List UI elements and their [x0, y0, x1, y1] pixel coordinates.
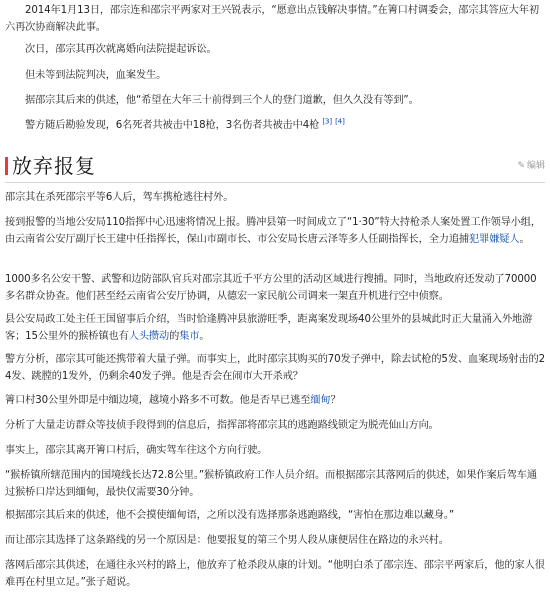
paragraph-text: 根据邵宗其后来的供述，他不会摸使缅甸语，之所以没有选择那条逃跑路线，“害怕在那边难以藏身。” [5, 510, 455, 521]
paragraph-text: 1000多名公安干警、武警和边防部队官兵对邵宗其近千平方公里的活动区域进行搜捕。同时，当地政府还发动了70000多名群众协查。他们甚至经云南省公安厅协调，从德宏一家民航公司调来一架直升机进行空中侦察。 [5, 274, 537, 302]
section-heading [5, 150, 545, 183]
paragraph-police-findings [5, 117, 545, 134]
paragraph-language [5, 507, 545, 524]
paragraph-text: 警方分析，邵宗其可能还携带着大量子弹。而事实上，此时邵宗其购买的70发子弹中，除去试枪的5发、血案现场射击的24发、跳膛的1发外，仍剩余40发子弹。他是否会在闹市大开杀戒？ [5, 354, 545, 382]
paragraph-text: 事实上，邵宗其离开箐口村后，确实驾车往这个方向行驶。 [5, 445, 268, 456]
paragraph-text: 县公安局政工处主任王国留事后介绍，当时恰逢腾冲县旅游旺季，距离案发现场40公里外的县城此时正大量涌入外地游客；15公里外的猴桥镇也有 [5, 314, 533, 342]
link-crowded[interactable]: 人头攒动 [128, 331, 170, 342]
paragraph-text: 而让邵宗其选择了这条路线的另一个原因是：他要报复的第三个男人段从康便居住在路边的永兴村。 [5, 535, 449, 546]
section-title: 放弃报复 [12, 154, 96, 178]
paragraph-text: 警方随后勘验发现，6名死者共被击中18枪，3名伤者共被击中4枪 [25, 120, 320, 131]
link-suspect[interactable]: 犯罪嫌疑人 [469, 234, 520, 245]
edit-section-button[interactable] [517, 160, 545, 172]
paragraph-abandon [5, 557, 545, 591]
paragraph-text: 。 [519, 234, 530, 245]
paragraph-text: 据邵宗其后来的供述，他“希望在大年三十前得到三个人的登门道歉，但久久没有等到”。 [25, 95, 419, 106]
paragraph-text: 2014年1月13日，邵宗连和邵宗平两家对王兴锐表示，“愿意出点钱解决事情。”在箐口村调委会，邵宗其答应大年初六再次协商解决此事。 [5, 5, 539, 33]
paragraph-escape [5, 189, 545, 206]
reference-link-4[interactable]: [4] [335, 117, 345, 126]
pencil-icon: ✎ [517, 161, 525, 171]
paragraph-border [5, 392, 545, 409]
paragraph-text: 邵宗其在杀死邵宗平等6人后，驾车携枪逃往村外。 [5, 192, 234, 203]
link-market[interactable]: 集市 [179, 331, 200, 342]
paragraph-ammunition [5, 351, 545, 385]
paragraph-analysis [5, 417, 545, 434]
paragraph-text: 但未等到法院判决，血案发生。 [25, 70, 167, 81]
paragraph-text: 箐口村30公里外即是中缅边境，越境小路多不可数。他是否早已逃至 [5, 395, 311, 406]
paragraph-text: 分析了大量走访群众等技侦手段得到的信息后，指挥部将邵宗其的逃跑路线锁定为脱壳仙山方向。 [5, 420, 439, 431]
paragraph-next-day [5, 41, 545, 58]
paragraph-text: “猴桥镇所辖范围内的国境线长达72.8公里。”猴桥镇政府工作人员介绍。而根据邵宗其落网后的供述，如果作案后驾车通过猴桥口岸达到缅甸，最快仅需要30分钟。 [5, 470, 537, 498]
paragraph-2014-0113 [5, 2, 545, 36]
paragraph-confession [5, 92, 545, 109]
paragraph-text: 落网后邵宗其供述，在通往永兴村的路上，他放弃了枪杀段从康的计划。“他明白杀了邵宗连、邵宗平两家后，他的家人很难再在村里立足。”张子超说。 [5, 560, 545, 588]
paragraph-houqiao [5, 467, 545, 501]
paragraph-tourism [5, 311, 545, 345]
paragraph-text: 接到报警的当地公安局110指挥中心迅速将情况上报。腾冲县第一时间成立了“1·30”特大持枪杀人案处置工作领导小组，由云南省公安厅副厅长王建中任指挥长，保山市副市长、市公安局长唐云泽等多人任副指挥长，全力追捕 [5, 217, 541, 245]
reference-link-3[interactable]: [3] [322, 117, 332, 126]
paragraph-text: 。 [199, 331, 210, 342]
paragraph-text: 次日，邵宗其再次就离婚向法院提起诉讼。 [25, 44, 217, 55]
edit-label: 编辑 [526, 161, 545, 171]
paragraph-manhunt [5, 271, 545, 305]
link-myanmar[interactable]: 缅甸 [310, 395, 331, 406]
paragraph-report [5, 214, 545, 248]
heading-accent-bar [5, 157, 8, 175]
paragraph-direction [5, 442, 545, 459]
paragraph-text: ？ [330, 395, 341, 406]
paragraph-third-man [5, 532, 545, 549]
paragraph-text: 的 [169, 331, 180, 342]
paragraph-tragedy [5, 67, 545, 84]
